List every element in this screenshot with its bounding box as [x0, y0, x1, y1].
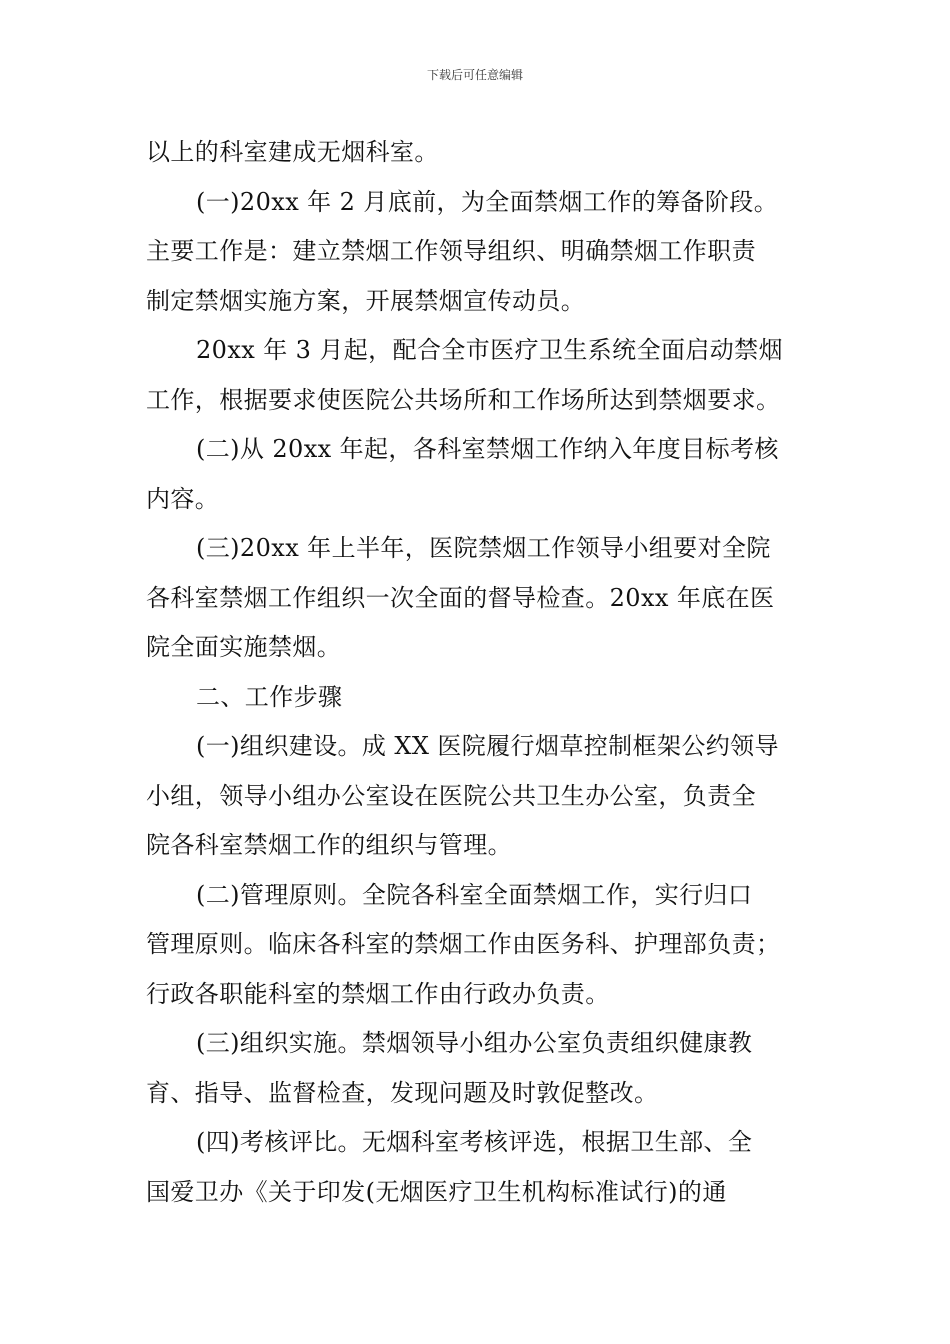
text-line: 二、工作步骤 — [196, 682, 343, 711]
text-line: 以上的科室建成无烟科室。 — [146, 138, 439, 166]
text-line: 国爱卫办《关于印发(无烟医疗卫生机构标准试行)的通 — [146, 1177, 727, 1206]
text-line: (四)考核评比。无烟科室考核评选，根据卫生部、全 — [196, 1128, 753, 1156]
text-line: 育、指导、监督检查，发现问题及时敦促整改。 — [146, 1078, 659, 1107]
text-line: 院全面实施禁烟。 — [146, 633, 342, 661]
text-line: (一)20xx 年 2 月底前，为全面禁烟工作的筹备阶段。 — [196, 187, 779, 216]
paragraph — [146, 128, 810, 178]
text-line: 各科室禁烟工作组织一次全面的督导检查。20xx 年底在医 — [146, 583, 775, 612]
page-header-note: 下载后可任意编辑 — [426, 68, 523, 82]
section-heading — [146, 673, 810, 723]
text-line: 院各科室禁烟工作的组织与管理。 — [146, 831, 512, 859]
text-line: 行政各职能科室的禁烟工作由行政办负责。 — [146, 979, 610, 1008]
paragraph — [146, 326, 810, 425]
paragraph — [146, 871, 810, 1020]
text-line: 20xx 年 3 月起，配合全市医疗卫生系统全面启动禁烟 — [196, 336, 783, 364]
text-line: 小组，领导小组办公室设在医院公共卫生办公室，负责全 — [146, 781, 756, 810]
paragraph — [146, 722, 810, 871]
text-line: (二)从 20xx 年起，各科室禁烟工作纳入年度目标考核 — [196, 435, 779, 463]
paragraph — [146, 1118, 810, 1217]
text-line: 工作，根据要求使医院公共场所和工作场所达到禁烟要求。 — [146, 385, 781, 414]
document-body — [146, 128, 810, 1217]
paragraph — [146, 425, 810, 524]
paragraph — [146, 1019, 810, 1118]
text-line: (二)管理原则。全院各科室全面禁烟工作，实行归口 — [196, 880, 753, 909]
paragraph — [146, 524, 810, 673]
text-line: 管理原则。临床各科室的禁烟工作由医务科、护理部负责； — [146, 930, 781, 958]
text-line: 主要工作是：建立禁烟工作领导组织、明确禁烟工作职责 — [146, 237, 756, 265]
paragraph — [146, 178, 810, 327]
text-line: 制定禁烟实施方案，开展禁烟宣传动员。 — [146, 286, 586, 315]
text-line: (三)组织实施。禁烟领导小组办公室负责组织健康教 — [196, 1029, 753, 1057]
text-line: (一)组织建设。成 XX 医院履行烟草控制框架公约领导 — [196, 732, 779, 760]
text-line: (三)20xx 年上半年，医院禁烟工作领导小组要对全院 — [196, 534, 771, 562]
text-line: 内容。 — [146, 484, 220, 513]
